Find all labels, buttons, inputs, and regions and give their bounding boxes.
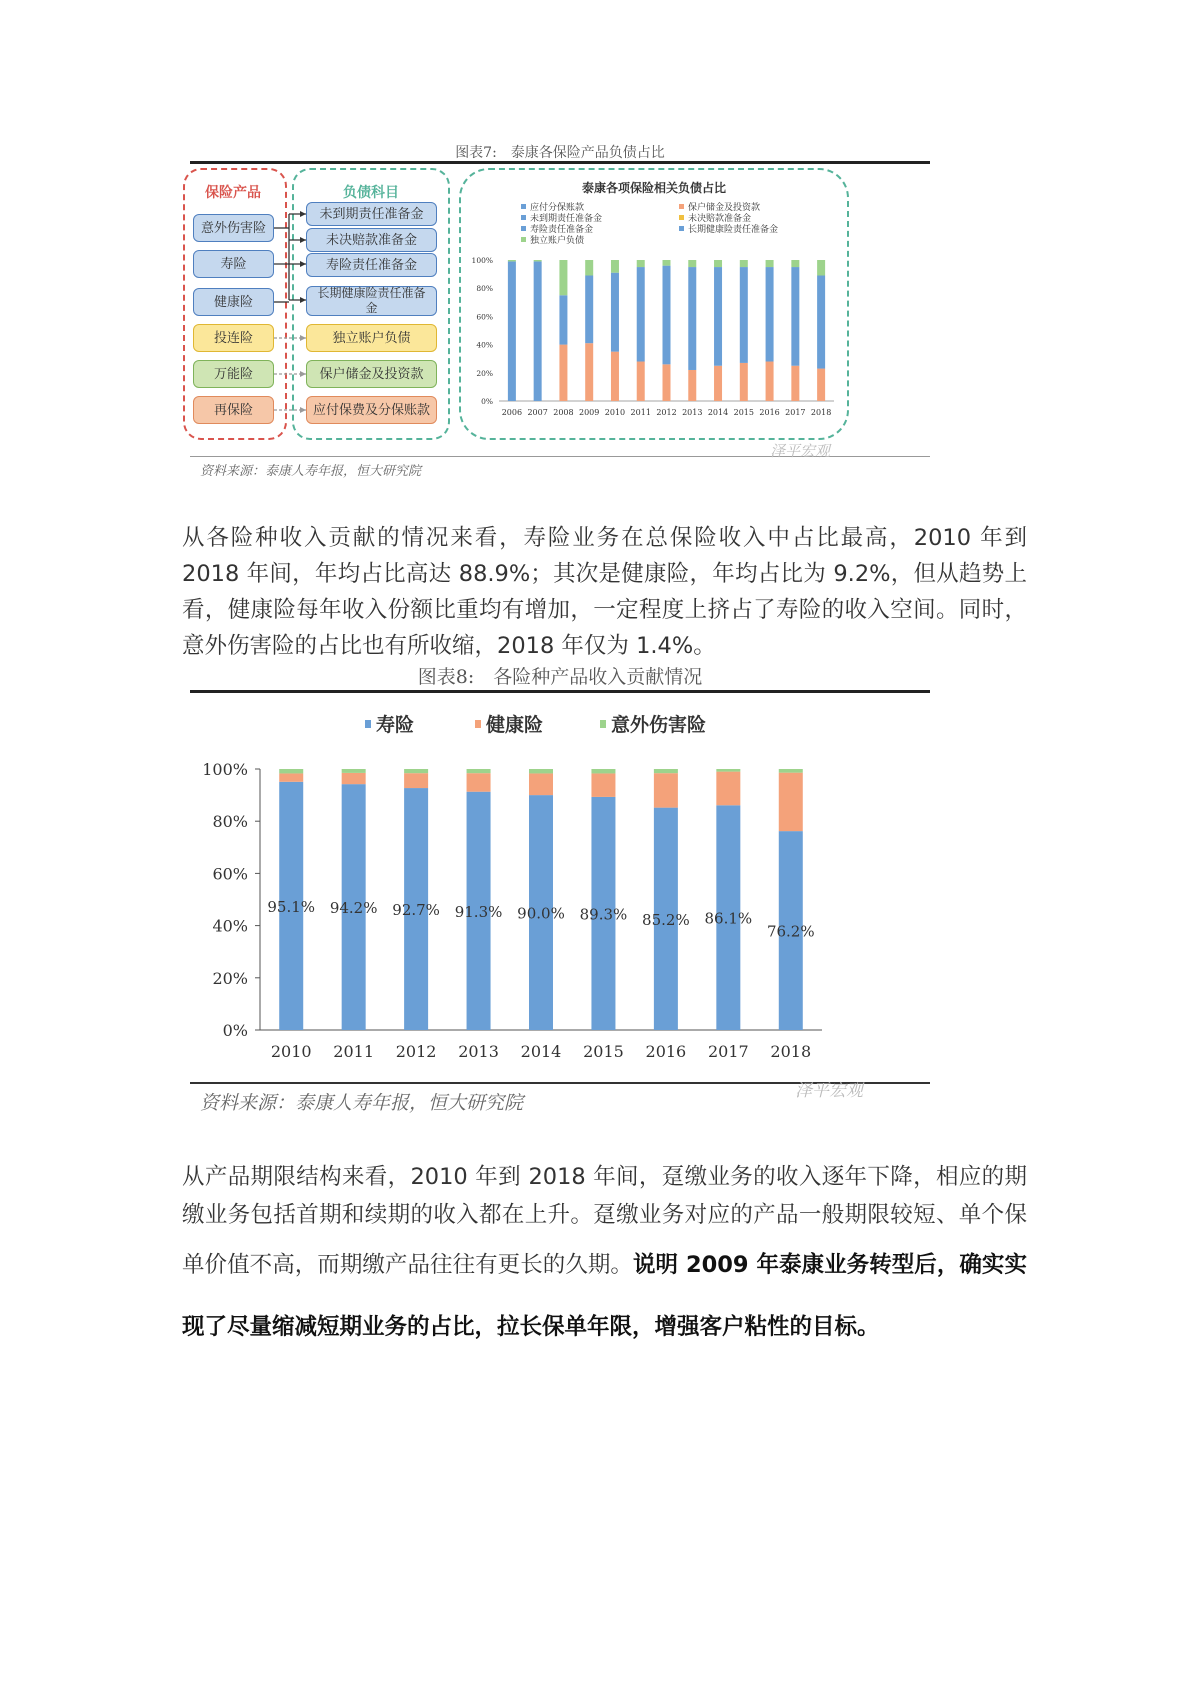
figure8-watermark: 泽平宏观 bbox=[795, 1081, 863, 1101]
chart2-data-label: 89.3% bbox=[579, 905, 628, 924]
chart1-title: 泰康各项保险相关负债占比 bbox=[581, 181, 727, 195]
chart2-bar-segment bbox=[279, 773, 303, 781]
products-group-title: 保险产品 bbox=[205, 185, 261, 201]
chart2-x-tick: 2016 bbox=[645, 1042, 687, 1061]
chart2-data-label: 94.2% bbox=[329, 899, 378, 918]
chart2-data-label: 92.7% bbox=[392, 901, 440, 920]
chart2-bar-segment bbox=[716, 772, 740, 806]
chart2-data-label: 85.2% bbox=[642, 910, 690, 929]
paragraph-product-term bbox=[182, 1158, 1027, 1358]
chart1-bar-segment bbox=[791, 366, 799, 401]
chart1-bar-segment bbox=[611, 352, 619, 401]
chart1-bar-segment bbox=[714, 267, 722, 366]
chart1-legend-swatch bbox=[521, 237, 526, 242]
chart1-legend-label: 未到期责任准备金 bbox=[530, 214, 603, 224]
chart1-bar-segment bbox=[534, 260, 542, 261]
liability-box: 未到期责任准备金 bbox=[306, 202, 437, 226]
chart2-legend-swatch bbox=[475, 720, 481, 728]
liability-share-chart bbox=[459, 168, 849, 440]
chart2-data-label: 95.1% bbox=[267, 897, 316, 916]
chart1-x-tick: 2008 bbox=[553, 408, 574, 417]
chart1-bar-segment bbox=[688, 267, 696, 370]
chart2-y-tick: 20% bbox=[212, 968, 248, 988]
chart2-bar-segment bbox=[779, 773, 803, 831]
chart2-x-tick: 2012 bbox=[395, 1042, 437, 1061]
chart2-legend-swatch bbox=[365, 720, 371, 728]
chart2-bar-segment bbox=[529, 773, 553, 795]
chart1-bar-segment bbox=[637, 267, 645, 361]
chart1-y-tick: 20% bbox=[476, 368, 493, 378]
chart2-bar-segment bbox=[591, 773, 615, 796]
chart1-bar-segment bbox=[766, 260, 774, 267]
chart2-bar-segment bbox=[404, 769, 428, 773]
chart1-legend-swatch bbox=[521, 204, 526, 209]
liability-box: 长期健康险责任准备金 bbox=[306, 286, 437, 316]
chart1-legend-swatch bbox=[521, 226, 526, 231]
chart2-y-tick: 100% bbox=[202, 760, 248, 779]
chart1-x-tick: 2007 bbox=[527, 408, 548, 417]
product-box: 寿险 bbox=[193, 250, 274, 278]
liabilities-group-title: 负债科目 bbox=[343, 185, 399, 201]
figure7-source: 资料来源：泰康人寿年报，恒大研究院 bbox=[200, 464, 422, 479]
chart2-x-tick: 2014 bbox=[520, 1042, 562, 1061]
chart1-x-tick: 2006 bbox=[501, 408, 523, 417]
chart1-bar-segment bbox=[559, 345, 567, 401]
chart2-y-tick: 80% bbox=[212, 812, 248, 832]
chart1-bar-segment bbox=[791, 267, 799, 366]
chart1-bar-segment bbox=[740, 363, 748, 401]
chart1-legend-label: 长期健康险责任准备金 bbox=[688, 225, 779, 235]
chart2-bar-segment bbox=[591, 769, 615, 773]
chart1-legend-label: 未决赔款准备金 bbox=[688, 214, 752, 224]
chart1-bar-segment bbox=[714, 366, 722, 401]
chart2-x-tick: 2013 bbox=[458, 1042, 499, 1061]
chart1-x-tick: 2016 bbox=[759, 408, 780, 417]
chart1-legend-label: 寿险责任准备金 bbox=[530, 225, 594, 235]
chart1-bar-segment bbox=[508, 261, 516, 401]
chart2-y-tick: 40% bbox=[212, 916, 248, 936]
chart1-legend-label: 独立账户负债 bbox=[530, 236, 585, 246]
chart1-x-tick: 2010 bbox=[604, 408, 626, 417]
chart2-x-tick: 2018 bbox=[770, 1042, 812, 1061]
liability-box: 独立账户负债 bbox=[306, 324, 437, 352]
figure8-top-rule bbox=[190, 690, 930, 693]
chart1-y-tick: 60% bbox=[476, 312, 493, 322]
chart1-x-tick: 2009 bbox=[579, 408, 600, 417]
chart1-bar-segment bbox=[559, 260, 567, 295]
product-box: 投连险 bbox=[193, 324, 274, 352]
product-box: 健康险 bbox=[193, 288, 274, 316]
paragraph-insurance-income: 从各险种收入贡献的情况来看，寿险业务在总保险收入中占比最高，2010 年到 2018 年间，年均占比高达 88.9%；其次是健康险，年均占比为 9.2%，但从趋势上看，健康险每年收入份额比重均有增加，一定程度上挤占了寿险的收入空间。同时，意外伤害险的占比也有所收缩，2018 年仅为 1.4%。 bbox=[182, 525, 1027, 659]
chart1-bar-segment bbox=[534, 261, 542, 401]
chart2-bar-segment bbox=[467, 773, 491, 792]
product-box: 意外伤害险 bbox=[193, 214, 274, 242]
chart1-x-tick: 2017 bbox=[785, 408, 806, 417]
chart1-bar-segment bbox=[611, 273, 619, 352]
product-box: 万能险 bbox=[193, 360, 274, 388]
chart1-bar-segment bbox=[559, 295, 567, 344]
chart1-x-tick: 2015 bbox=[733, 408, 754, 417]
chart1-legend-swatch bbox=[679, 226, 684, 231]
figure8-source: 资料来源：泰康人寿年报，恒大研究院 bbox=[200, 1092, 524, 1114]
chart1-legend-swatch bbox=[521, 215, 526, 220]
chart1-bar-segment bbox=[611, 260, 619, 273]
chart2-bar-segment bbox=[467, 769, 491, 773]
liability-box: 寿险责任准备金 bbox=[306, 253, 437, 277]
chart2-bar-segment bbox=[529, 769, 553, 773]
chart1-legend-label: 应付分保账款 bbox=[530, 203, 585, 213]
chart1-x-tick: 2011 bbox=[630, 408, 651, 417]
chart1-bar-segment bbox=[688, 370, 696, 401]
income-contribution-chart bbox=[190, 700, 930, 1080]
chart2-bar-segment bbox=[654, 773, 678, 807]
chart1-bar-segment bbox=[688, 260, 696, 267]
paragraph-product-term-conclusion: 说明 2009 年泰康业务转型后，确实实现了尽量缩减短期业务的占比，拉长保单年限，增强客户粘性的目标。 bbox=[182, 1252, 1027, 1340]
chart2-legend-label: 寿险 bbox=[376, 714, 415, 736]
chart2-bar-segment bbox=[342, 769, 366, 773]
chart2-data-label: 76.2% bbox=[766, 922, 815, 941]
chart1-bar-segment bbox=[508, 260, 516, 261]
chart1-bar-segment bbox=[663, 364, 671, 401]
chart2-x-tick: 2011 bbox=[333, 1042, 375, 1061]
chart1-bar-segment bbox=[585, 276, 593, 344]
chart1-bar-segment bbox=[585, 260, 593, 276]
chart2-bar-segment bbox=[404, 773, 428, 788]
chart1-bar-segment bbox=[817, 276, 825, 369]
figure7-title: 图表7: 泰康各保险产品负债占比 bbox=[455, 145, 665, 161]
chart1-bar-segment bbox=[791, 260, 799, 267]
chart1-bar-segment bbox=[637, 260, 645, 267]
chart1-y-tick: 0% bbox=[481, 397, 493, 406]
chart2-y-tick: 0% bbox=[222, 1021, 248, 1040]
chart1-bar-segment bbox=[817, 369, 825, 401]
chart1-bar-segment bbox=[766, 267, 774, 361]
chart2-y-tick: 60% bbox=[212, 864, 248, 884]
liability-box: 未决赔款准备金 bbox=[306, 228, 437, 252]
chart2-data-label: 91.3% bbox=[454, 902, 503, 921]
chart1-bar-segment bbox=[663, 260, 671, 266]
product-box: 再保险 bbox=[193, 396, 274, 424]
figure8-title: 图表8: 各险种产品收入贡献情况 bbox=[417, 666, 703, 688]
chart1-legend-swatch bbox=[679, 215, 684, 220]
chart1-x-tick: 2014 bbox=[707, 408, 729, 417]
chart1-y-tick: 80% bbox=[476, 284, 493, 294]
chart1-bar-segment bbox=[585, 343, 593, 401]
chart1-bar-segment bbox=[740, 260, 748, 267]
chart1-bar-segment bbox=[766, 362, 774, 401]
chart1-legend-label: 保户储金及投资款 bbox=[688, 203, 761, 213]
chart2-bar-segment bbox=[716, 769, 740, 772]
chart2-x-tick: 2010 bbox=[270, 1042, 312, 1061]
chart1-x-tick: 2013 bbox=[682, 408, 703, 417]
chart1-y-tick: 100% bbox=[471, 256, 493, 265]
chart2-legend-swatch bbox=[600, 720, 606, 728]
figure7-watermark: 泽平宏观 bbox=[770, 442, 831, 460]
chart1-bar-segment bbox=[663, 266, 671, 365]
chart2-bar-segment bbox=[779, 769, 803, 773]
chart2-bar-segment bbox=[654, 769, 678, 773]
chart2-bar-segment bbox=[279, 769, 303, 773]
liability-box: 保户储金及投资款 bbox=[306, 360, 437, 388]
chart2-legend-label: 健康险 bbox=[486, 714, 544, 736]
liability-box: 应付保费及分保账款 bbox=[306, 396, 437, 424]
chart2-data-label: 86.1% bbox=[704, 909, 753, 928]
chart2-data-label: 90.0% bbox=[517, 904, 565, 923]
chart2-x-tick: 2017 bbox=[707, 1042, 749, 1061]
chart2-legend-label: 意外伤害险 bbox=[611, 714, 707, 736]
chart1-bar-segment bbox=[637, 362, 645, 401]
chart2-x-tick: 2015 bbox=[583, 1042, 624, 1061]
chart1-bar-segment bbox=[714, 260, 722, 267]
chart1-bar-segment bbox=[817, 260, 825, 276]
chart1-legend-swatch bbox=[679, 204, 684, 209]
chart1-y-tick: 40% bbox=[476, 340, 493, 350]
chart1-bar-segment bbox=[740, 267, 748, 363]
chart2-bar-segment bbox=[342, 773, 366, 784]
chart1-x-tick: 2012 bbox=[656, 408, 677, 417]
paragraph-product-term-normal: 从产品期限结构来看，2010 年到 2018 年间，趸缴业务的收入逐年下降，相应的期缴业务包括首期和续期的收入都在上升。趸缴业务对应的产品一般期限较短、单个保单价值不高，而期缴产品往往有更长的久期。 bbox=[182, 1164, 1027, 1278]
chart1-x-tick: 2018 bbox=[810, 408, 832, 417]
